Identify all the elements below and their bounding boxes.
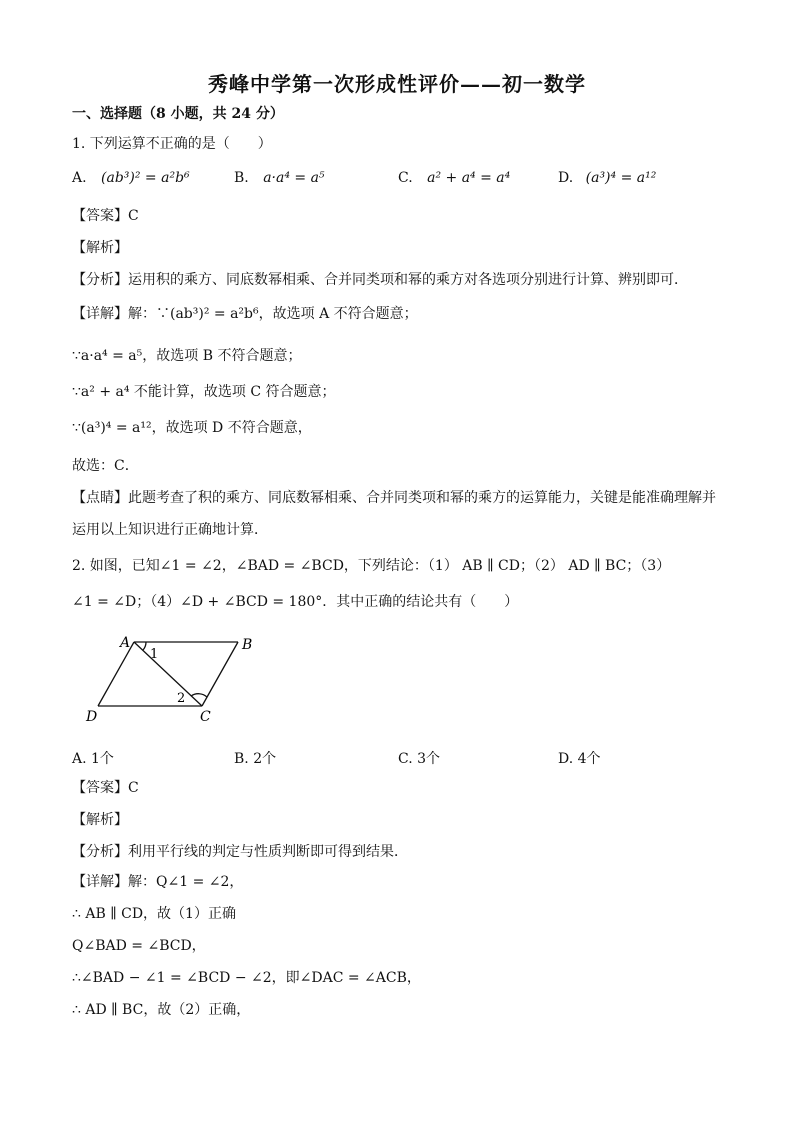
- q1-xiangjie-tag: 【详解】: [72, 306, 128, 322]
- q1-fenxi: [72, 270, 688, 290]
- q2-option-b: B. 2个: [234, 751, 277, 767]
- q2-option-d: D. 4个: [558, 751, 601, 767]
- q1-xiangjie: [72, 304, 418, 324]
- q2-fenxi: [72, 842, 408, 862]
- q2-fenxi-tag: 【分析】: [72, 844, 128, 860]
- vertex-label-a: A: [120, 635, 131, 651]
- q2-answer-tag: 【答案】: [72, 780, 128, 796]
- q2-xiangjie: [72, 872, 243, 892]
- q1-step-4: ∵(a³)⁴ = a¹²，故选项 D 不符合题意，: [72, 420, 312, 436]
- q2-stem-line-2: ∠1 = ∠D；（4）∠D + ∠BCD = 180°．其中正确的结论共有（ ）: [72, 594, 519, 610]
- q1-analysis-tag: 【解析】: [72, 240, 128, 256]
- q1-conclusion: 故选：C．: [72, 458, 139, 474]
- q1-option-d: [558, 170, 656, 186]
- q1-option-c-expr: a² + a⁴ = a⁴: [427, 170, 511, 186]
- angle-2-arc: [191, 694, 207, 697]
- q2-parallelogram-figure: [80, 628, 280, 728]
- angle-label-2: 2: [177, 691, 186, 706]
- segment-da: [98, 642, 134, 706]
- q2-option-c: C. 3个: [398, 751, 441, 767]
- q2-step-4: ∴∠BAD − ∠1 = ∠BCD − ∠2，即∠DAC = ∠ACB，: [72, 970, 421, 986]
- q1-dianjing: [72, 488, 716, 508]
- q1-dianjing-tag: 【点睛】: [72, 490, 128, 506]
- section-heading: 一、选择题（8 小题，共 24 分）: [72, 106, 284, 122]
- q1-step-3: ∵a² + a⁴ 不能计算，故选项 C 符合题意；: [72, 384, 336, 400]
- vertex-label-d: D: [86, 709, 98, 725]
- q1-option-b-expr: a·a⁴ = a⁵: [263, 170, 325, 186]
- q1-option-d-label: D.: [558, 170, 574, 186]
- page-title: 秀峰中学第一次形成性评价——初一数学: [208, 72, 586, 96]
- q2-answer-value: C: [128, 780, 139, 796]
- q2-step-2: ∴ AB ∥ CD，故（1）正确: [72, 906, 236, 922]
- q1-step-2: ∵a·a⁴ = a⁵，故选项 B 不符合题意；: [72, 348, 302, 364]
- q2-xiangjie-tag: 【详解】: [72, 874, 128, 890]
- q1-fenxi-tag: 【分析】: [72, 272, 128, 288]
- q1-answer-value: C: [128, 208, 139, 224]
- q1-option-a-label: A.: [72, 170, 87, 186]
- q2-option-a: A. 1个: [72, 751, 114, 767]
- q1-stem: 1. 下列运算不正确的是（ ）: [72, 136, 272, 152]
- q2-stem-line-1: 2. 如图，已知∠1 = ∠2，∠BAD = ∠BCD，下列结论：（1） AB ∥ CD；（2） AD ∥ BC；（3）: [72, 558, 671, 574]
- angle-label-1: 1: [150, 647, 159, 662]
- q1-option-d-expr: (a³)⁴ = a¹²: [585, 170, 657, 186]
- q1-option-a: [72, 170, 190, 186]
- q1-xiangjie-text: 解：∵(ab³)² = a²b⁶，故选项 A 不符合题意；: [128, 306, 418, 322]
- q1-dianjing-text-2: 运用以上知识进行正确地计算．: [72, 522, 268, 538]
- q2-analysis-tag: 【解析】: [72, 812, 128, 828]
- q1-answer-tag: 【答案】: [72, 208, 128, 224]
- q1-option-c: [398, 170, 510, 186]
- angle-1-arc: [143, 642, 146, 650]
- q1-answer: [72, 206, 139, 226]
- q2-xiangjie-text: 解：Q∠1 = ∠2，: [128, 874, 244, 890]
- q2-step-3: Q∠BAD = ∠BCD，: [72, 938, 206, 954]
- diagonal-ac: [134, 642, 202, 706]
- q1-option-b: [234, 170, 325, 186]
- q1-option-a-expr: (ab³)² = a²b⁶: [101, 170, 190, 186]
- vertex-label-b: B: [242, 637, 253, 653]
- vertex-label-c: C: [200, 709, 211, 725]
- q1-dianjing-text-1: 此题考查了积的乘方、同底数幂相乘、合并同类项和幂的乘方的运算能力，关键是能准确理解并: [128, 490, 716, 506]
- q1-fenxi-text: 运用积的乘方、同底数幂相乘、合并同类项和幂的乘方对各选项分别进行计算、辨别即可．: [128, 272, 688, 288]
- q2-step-5: ∴ AD ∥ BC，故（2）正确，: [72, 1002, 251, 1018]
- segment-bc: [202, 642, 238, 706]
- q1-option-c-label: C.: [398, 170, 413, 186]
- q1-option-b-label: B.: [234, 170, 249, 186]
- q2-fenxi-text: 利用平行线的判定与性质判断即可得到结果．: [128, 844, 408, 860]
- q2-answer: [72, 778, 139, 798]
